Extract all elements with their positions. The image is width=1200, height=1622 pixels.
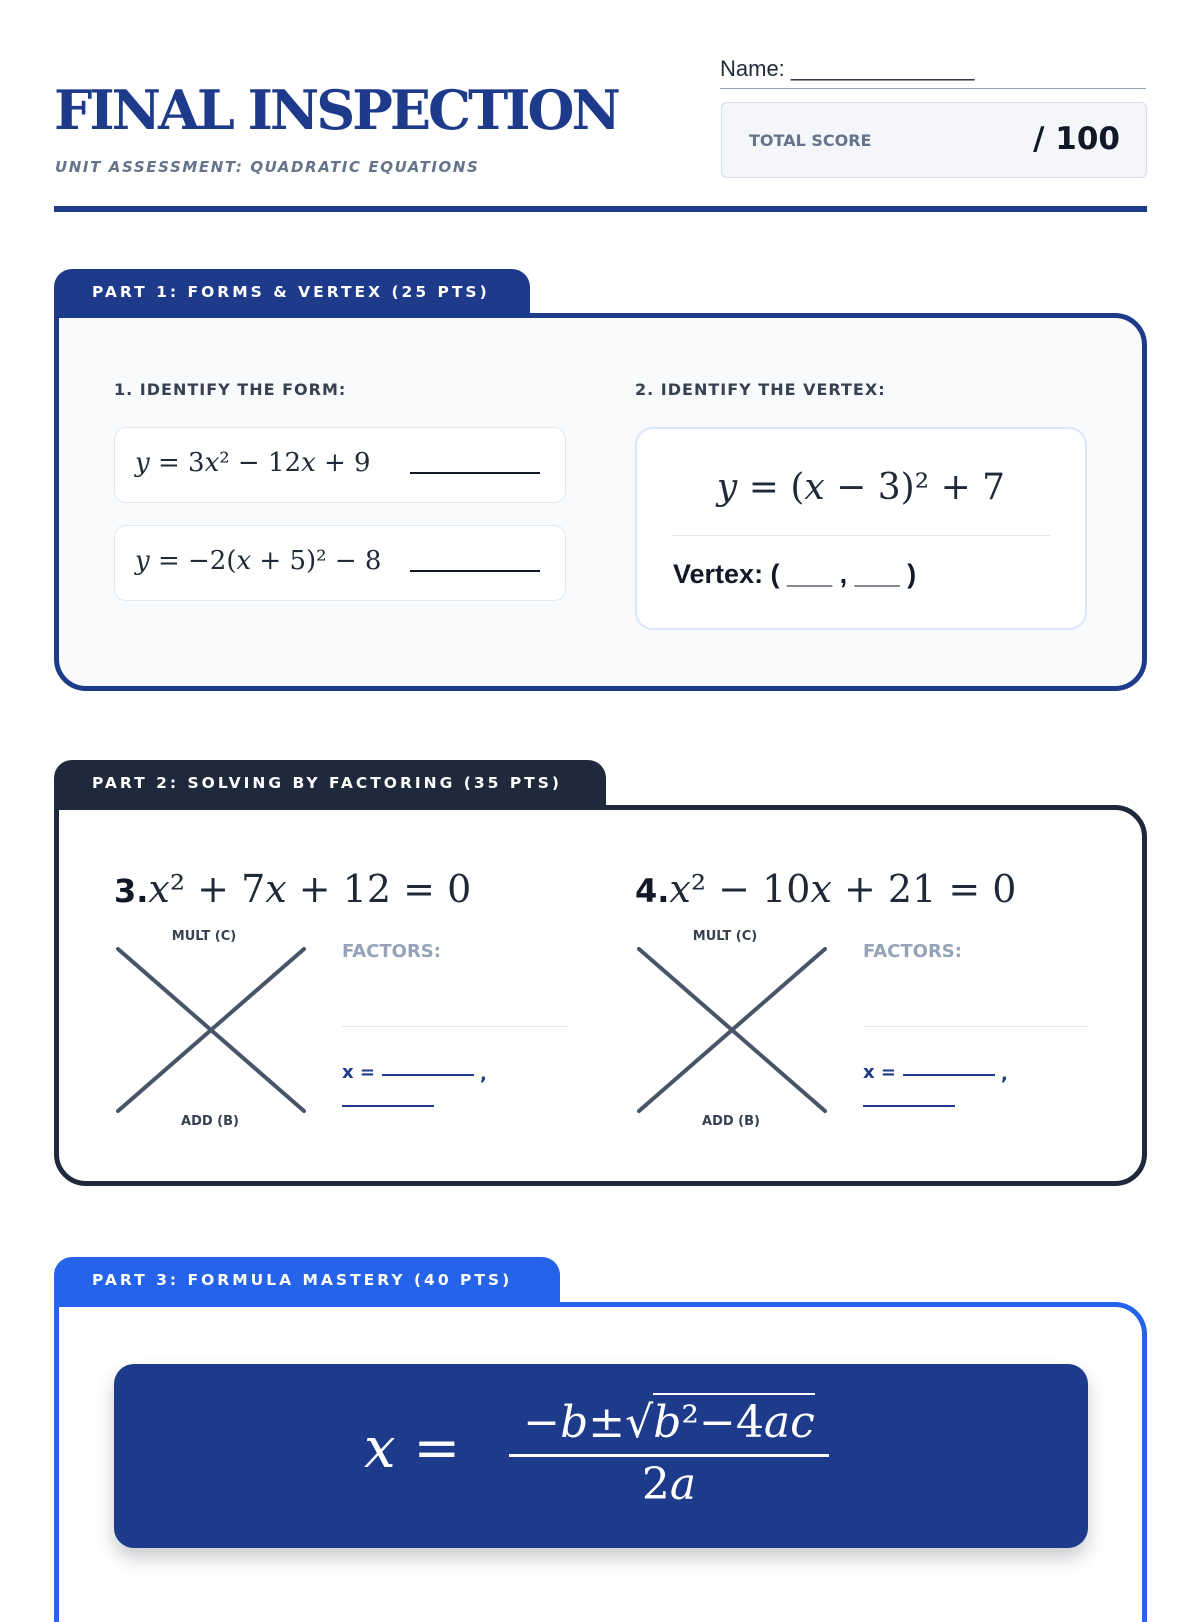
factors-answer-line-3[interactable] bbox=[342, 1026, 568, 1027]
vertex-equation: y = (x − 3)² + 7 bbox=[716, 467, 1006, 508]
part-1-panel bbox=[54, 313, 1147, 691]
name-field[interactable]: Name: _______________ bbox=[720, 56, 1146, 89]
x-box-4[interactable] bbox=[635, 929, 835, 1134]
formula-lhs: x = bbox=[364, 1416, 461, 1481]
x-solution-4[interactable]: x = bbox=[863, 1062, 896, 1083]
factors-label-3: FACTORS: bbox=[342, 941, 441, 962]
header-divider bbox=[54, 206, 1147, 212]
formula-fraction bbox=[509, 1396, 829, 1511]
x-comma-3: , bbox=[480, 1064, 487, 1085]
x-box-mult-label: MULT (C) bbox=[692, 929, 758, 944]
quadratic-formula-box bbox=[114, 1364, 1088, 1548]
problem-4-equation: 4.x² − 10x + 21 = 0 bbox=[635, 867, 1017, 911]
x-box-cross-icon bbox=[114, 945, 314, 1115]
form-answer-blank-1[interactable] bbox=[410, 472, 540, 474]
part-2-panel bbox=[54, 805, 1147, 1186]
part-3-panel bbox=[54, 1302, 1147, 1622]
tab-part-3: PART 3: FORMULA MASTERY (40 PTS) bbox=[54, 1257, 560, 1309]
factors-answer-line-4[interactable] bbox=[863, 1026, 1089, 1027]
tab-part-1: PART 1: FORMS & VERTEX (25 PTS) bbox=[54, 269, 530, 321]
formula-denominator: 2a bbox=[641, 1459, 697, 1510]
page-subtitle: UNIT ASSESSMENT: QUADRATIC EQUATIONS bbox=[55, 158, 480, 176]
form-answer-blank-2[interactable] bbox=[410, 570, 540, 572]
form-equation-1: y = 3x² − 12x + 9 bbox=[135, 448, 371, 478]
total-score-label: TOTAL SCORE bbox=[749, 131, 872, 150]
x-blank-4b[interactable] bbox=[863, 1105, 955, 1107]
x-blank-3a[interactable] bbox=[382, 1074, 474, 1076]
vertex-card bbox=[635, 427, 1087, 630]
factors-label-4: FACTORS: bbox=[863, 941, 962, 962]
x-box-add-label: ADD (B) bbox=[181, 1114, 239, 1129]
formula-numerator: −b±√b²−4ac bbox=[509, 1396, 829, 1450]
x-box-3[interactable] bbox=[114, 929, 314, 1134]
form-card-2 bbox=[114, 525, 566, 601]
x-solution-3[interactable]: x = bbox=[342, 1062, 375, 1083]
form-equation-2: y = −2(x + 5)² − 8 bbox=[135, 546, 382, 576]
total-score-box bbox=[721, 102, 1147, 178]
tab-part-2: PART 2: SOLVING BY FACTORING (35 PTS) bbox=[54, 760, 606, 812]
x-box-cross-icon bbox=[635, 945, 835, 1115]
x-box-add-label: ADD (B) bbox=[702, 1114, 760, 1129]
x-blank-4a[interactable] bbox=[903, 1074, 995, 1076]
vertex-divider bbox=[672, 535, 1050, 536]
x-box-mult-label: MULT (C) bbox=[171, 929, 237, 944]
total-score-value: / 100 bbox=[1033, 121, 1120, 157]
problem-3-equation: 3.x² + 7x + 12 = 0 bbox=[114, 867, 472, 911]
vertex-answer-prompt[interactable]: Vertex: ( ___ , ___ ) bbox=[673, 559, 917, 589]
question-1-heading: 1. IDENTIFY THE FORM: bbox=[114, 380, 347, 399]
page-title: FINAL INSPECTION bbox=[54, 78, 618, 142]
question-2-heading: 2. IDENTIFY THE VERTEX: bbox=[635, 380, 886, 399]
formula-fraction-bar bbox=[509, 1454, 829, 1457]
x-blank-3b[interactable] bbox=[342, 1105, 434, 1107]
x-comma-4: , bbox=[1001, 1064, 1008, 1085]
form-card-1 bbox=[114, 427, 566, 503]
